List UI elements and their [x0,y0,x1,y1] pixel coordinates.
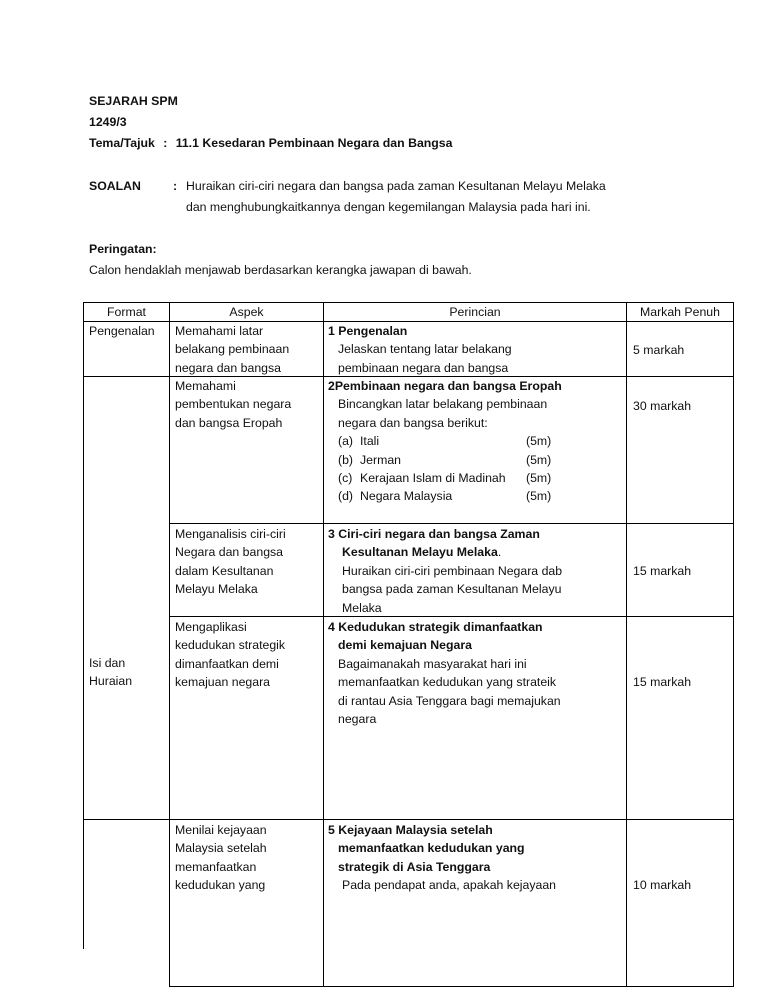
item-mark: (5m) [526,452,552,467]
perincian-title: demi kemajuan Negara [338,638,472,653]
aspek-line: dalam Kesultanan [175,563,274,578]
perincian-line: Pada pendapat anda, apakah kejayaan [342,878,557,893]
perincian-line: negara dan bangsa berikut: [338,415,488,430]
perincian-title: 4 Kedudukan strategik dimanfaatkan [328,620,543,634]
perincian-title: 5 Kejayaan Malaysia setelah [328,823,493,837]
col-divider [323,302,324,987]
row1-format [89,322,155,340]
perincian-line: Bagaimanakah masyarakat hari ini [338,656,527,671]
table-bottom-border [169,986,734,987]
perincian-line: di rantau Asia Tenggara bagi memajukan [338,693,561,708]
aspek-line: belakang pembinaan [175,342,290,357]
aspek-line: Menganalisis ciri-ciri [175,527,286,541]
row3-perincian [328,525,562,617]
aspek-line: Malaysia setelah [175,841,267,856]
row5-perincian [328,821,556,895]
perincian-title: 2Pembinaan negara dan bangsa Eropah [328,379,562,393]
aspek-line: dan bangsa Eropah [175,415,283,430]
perincian-line: Huraikan ciri-ciri pembinaan Negara dab [342,563,563,578]
paper-code: 1249/3 [89,115,127,129]
tema-line [89,134,453,152]
perincian-title: 3 Ciri-ciri negara dan bangsa Zaman [328,527,540,541]
row-divider [169,523,734,524]
perincian-line: negara [338,712,377,727]
aspek-line: dimanfaatkan demi [175,656,279,671]
perincian-title: 1 Pengenalan [328,324,408,338]
list-item [328,451,562,469]
row3-markah: 15 markah [633,564,692,578]
row4-perincian [328,618,561,728]
row2-perincian [328,377,562,506]
peringatan-text: Calon hendaklah menjawab berdasarkan kerangka jawapan di bawah. [89,263,472,277]
item-text: Itali [360,434,380,449]
perincian-line: Jelaskan tentang latar belakang [338,342,512,357]
aspek-line: Melayu Melaka [175,582,258,597]
item-text: Negara Malaysia [360,489,453,504]
aspek-line: pembentukan negara [175,397,292,412]
item-label: (d) [338,489,354,504]
item-label: (c) [338,471,353,486]
list-item [328,469,562,487]
soalan-text-line2: dan menghubungkaitkannya dengan kegemilangan Malaysia pada hari ini. [186,200,591,214]
soalan-text-line1: Huraikan ciri-ciri negara dan bangsa pada zaman Kesultanan Melayu Melaka [186,179,606,193]
soalan-label: SOALAN [89,179,141,193]
list-item [328,487,562,505]
perincian-line: Bincangkan latar belakang pembinaan [338,397,548,412]
aspek-line: kemajuan negara [175,675,271,690]
row4-aspek [175,618,285,692]
row4-markah: 15 markah [633,675,692,689]
header-aspek: Aspek [229,305,264,319]
row2-markah: 30 markah [633,399,692,413]
item-text: Kerajaan Islam di Madinah [360,471,506,486]
aspek-line: Memahami [175,379,236,393]
item-text: Jerman [360,452,402,467]
row1-aspek [175,322,289,377]
item-mark: (5m) [526,471,552,486]
header-markah: Markah Penuh [640,305,720,319]
aspek-line: Menilai kejayaan [175,823,267,837]
perincian-line: Melaka [342,600,382,615]
item-mark: (5m) [526,434,552,449]
tema-value: 11.1 Kesedaran Pembinaan Negara dan Bangsa [175,136,453,150]
row5-aspek [175,821,267,895]
row4-format [89,654,132,691]
row2-aspek [175,377,291,432]
item-mark: (5m) [526,489,552,504]
format-text: Isi dan [89,656,126,670]
aspek-line: kedudukan strategik [175,638,286,653]
row1-perincian [328,322,512,377]
subject-title: SEJARAH SPM [89,94,178,108]
row1-markah: 5 markah [633,343,685,357]
perincian-title: Kesultanan Melayu Melaka [342,545,498,560]
aspek-line: Memahami latar [175,324,264,338]
perincian-line: bangsa pada zaman Kesultanan Melayu [342,582,562,597]
format-text: Pengenalan [89,324,155,338]
tema-label: Tema/Tajuk [89,136,155,150]
col-divider [169,302,170,987]
perincian-title: strategik di Asia Tenggara [338,859,491,874]
perincian-line: memanfaatkan kedudukan yang strateik [338,675,557,690]
item-label: (b) [338,452,354,467]
soalan-colon: : [173,179,178,193]
perincian-title: memanfaatkan kedudukan yang [338,841,525,856]
header-format: Format [107,305,146,319]
format-text: Huraian [89,674,133,689]
aspek-line: Mengaplikasi [175,620,247,634]
row5-markah: 10 markah [633,878,692,892]
table-left-border [83,302,84,949]
aspek-line: Negara dan bangsa [175,545,284,560]
header-perincian: Perincian [449,305,501,319]
list-item [328,432,562,450]
row3-aspek [175,525,286,599]
peringatan-title: Peringatan: [89,242,157,256]
aspek-line: memanfaatkan [175,859,257,874]
perincian-line: pembinaan negara dan bangsa [338,360,509,375]
table-right-border [733,302,734,987]
title-suffix: . [497,545,502,560]
aspek-line: kedudukan yang [175,878,266,893]
col-divider [626,302,627,987]
row-divider [83,819,734,820]
aspek-line: negara dan bangsa [175,360,281,375]
tema-colon: : [163,136,168,150]
item-label: (a) [338,434,354,449]
